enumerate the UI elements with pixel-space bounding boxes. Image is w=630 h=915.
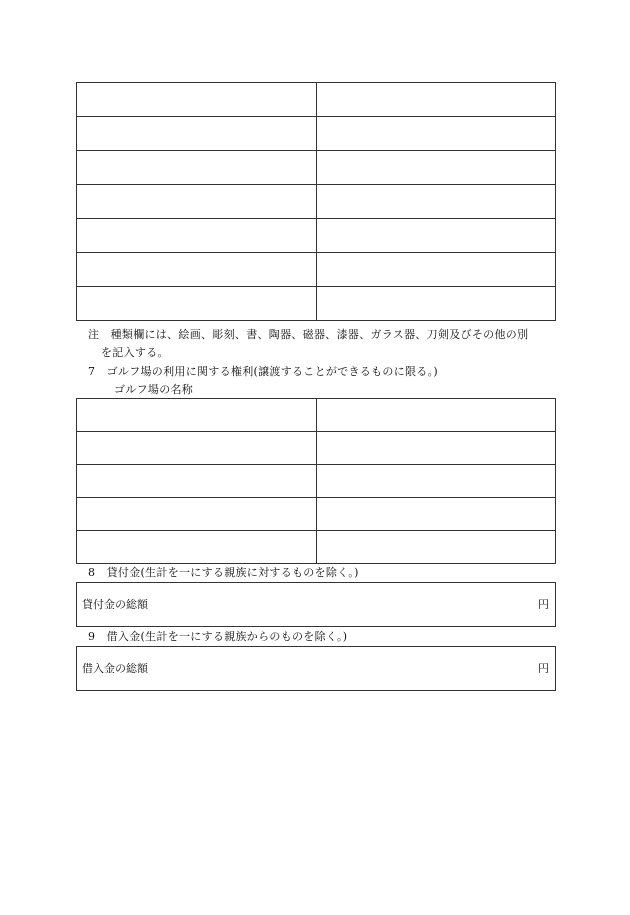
table-row (77, 432, 556, 465)
table-cell-right[interactable] (316, 399, 556, 432)
section-7-heading: 7 ゴルフ場の利用に関する権利(譲渡することができるものに限る。) (88, 365, 438, 378)
borrowings-label: 借入金の総額 (82, 662, 148, 675)
table-cell-left[interactable] (77, 531, 317, 564)
table-cell-right[interactable] (316, 219, 556, 253)
table-row (77, 498, 556, 531)
table-cell-left[interactable] (77, 432, 317, 465)
table-cell-left[interactable] (77, 253, 317, 287)
table-row (77, 465, 556, 498)
table-cell-left[interactable] (77, 117, 317, 151)
table-cell-left[interactable] (77, 399, 317, 432)
table-cell-left[interactable] (77, 465, 317, 498)
note-line-1: 注 種類欄には、絵画、彫刻、書、陶器、磁器、漆器、ガラス器、刀剣及びその他の別 (88, 328, 529, 341)
art-items-table (76, 82, 556, 321)
golf-course-name-label: ゴルフ場の名称 (114, 383, 194, 396)
table-row (77, 399, 556, 432)
section-8-heading: 8 貸付金(生計を一にする親族に対するものを除く。) (88, 566, 359, 579)
section-9-heading: 9 借入金(生計を一にする親族からのものを除く。) (88, 630, 348, 643)
table-cell-right[interactable] (316, 432, 556, 465)
loans-receivable-unit: 円 (538, 598, 549, 611)
table-row (77, 287, 556, 321)
table-row (77, 83, 556, 117)
table-row (77, 219, 556, 253)
table-cell-left[interactable] (77, 185, 317, 219)
borrowings-box (76, 646, 556, 691)
table-cell-right[interactable] (316, 83, 556, 117)
golf-rights-table (76, 398, 556, 564)
table-row (77, 117, 556, 151)
golf-rights-table-body (77, 399, 556, 564)
table-cell-right[interactable] (316, 531, 556, 564)
table-cell-right[interactable] (316, 498, 556, 531)
table-cell-left[interactable] (77, 219, 317, 253)
table-cell-right[interactable] (316, 465, 556, 498)
art-items-table-body (77, 83, 556, 321)
table-cell-left[interactable] (77, 287, 317, 321)
table-cell-left[interactable] (77, 83, 317, 117)
loans-receivable-label: 貸付金の総額 (82, 598, 148, 611)
note-line-2: を記入する。 (101, 346, 169, 359)
table-cell-right[interactable] (316, 185, 556, 219)
table-cell-right[interactable] (316, 287, 556, 321)
table-cell-right[interactable] (316, 151, 556, 185)
table-cell-right[interactable] (316, 117, 556, 151)
table-cell-left[interactable] (77, 498, 317, 531)
borrowings-unit: 円 (538, 662, 549, 675)
table-row (77, 253, 556, 287)
table-cell-left[interactable] (77, 151, 317, 185)
table-row (77, 151, 556, 185)
table-row (77, 531, 556, 564)
table-cell-right[interactable] (316, 253, 556, 287)
loans-receivable-box (76, 582, 556, 627)
table-row (77, 185, 556, 219)
